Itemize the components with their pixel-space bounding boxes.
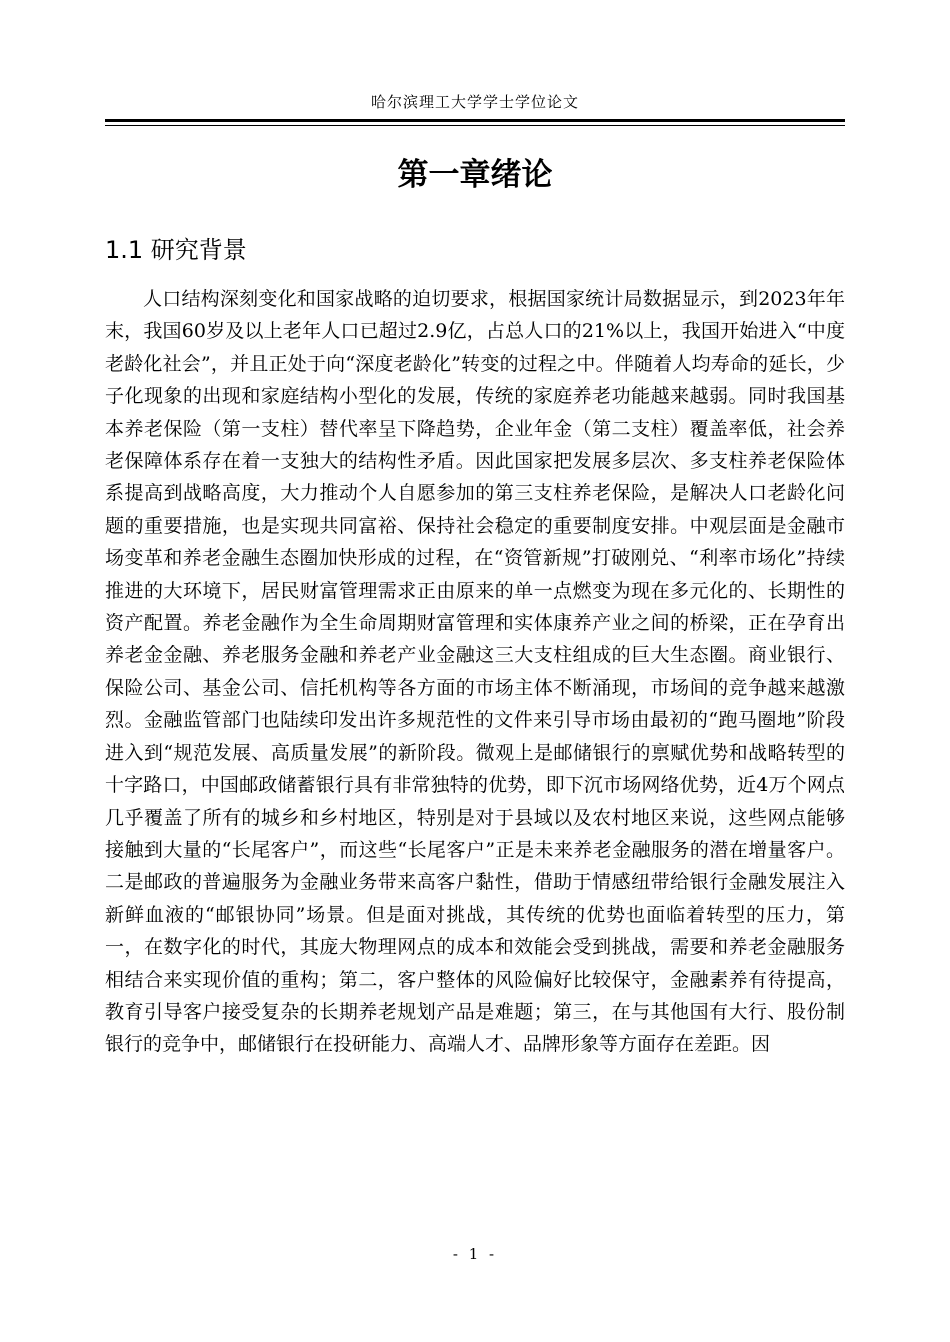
running-header: 哈尔滨理工大学学士学位论文 (370, 93, 579, 111)
header-rule-thin (105, 125, 845, 126)
body-paragraph: 人口结构深刻变化和国家战略的迫切要求，根据国家统计局数据显示，到2023年年末，我国60岁及以上老年人口已超过2.9亿，占总人口的21%以上，我国开始进入“中度老龄化社会”，并且正处于向“深度老龄化”转变的过程之中。伴随着人均寿命的延长，少子化现象的出现和家庭结构小型化的发展，传统的家庭养老功能越来越弱。同时我国基本养老保险（第一支柱）替代率呈下降趋势，企业年金（第二支柱）覆盖率低，社会养老保障体系存在着一支独大的结构性矛盾。因此国家把发展多层次、多支柱养老保险体系提高到战略高度，大力推动个人自愿参加的第三支柱养老保险，是解决人口老龄化问题的重要措施，也是实现共同富裕、保持社会稳定的重要制度安排。中观层面是金融市场变革和养老金融生态圈加快形成的过程，在“资管新规”打破刚兑、“利率市场化”持续推进的大环境下，居民财富管理需求正由原来的单一点燃变为现在多元化的、长期性的资产配置。养老金融作为全生命周期财富管理和实体康养产业之间的桥梁，正在孕育出养老金金融、养老服务金融和养老产业金融这三大支柱组成的巨大生态圈。商业银行、保险公司、基金公司、信托机构等各方面的市场主体不断涌现，市场间的竞争越来越激烈。金融监管部门也陆续印发出许多规范性的文件来引导市场由最初的“跑马圈地”阶段进入到“规范发展、高质量发展”的新阶段。微观上是邮储银行的禀赋优势和战略转型的十字路口，中国邮政储蓄银行具有非常独特的优势，即下沉市场网络优势，近4万个网点几乎覆盖了所有的城乡和乡村地区，特别是对于县域以及农村地区来说，这些网点能够接触到大量的“长尾客户”，而这些“长尾客户”正是未来养老金融服务的潜在增量客户。二是邮政的普遍服务为金融业务带来高客户黏性，借助于情感纽带给银行金融发展注入新鲜血液的“邮银协同”场景。但是面对挑战，其传统的优势也面临着转型的压力，第一，在数字化的时代，其庞大物理网点的成本和效能会受到挑战，需要和养老金融服务相结合来实现价值的重构；第二，客户整体的风险偏好比较保守，金融素养有待提高，教育引导客户接受复杂的长期养老规划产品是难题；第三，在与其他国有大行、股份制银行的竞争中，邮储银行在投研能力、高端人才、品牌形象等方面存在差距。因 (105, 288, 845, 1056)
chapter-title: 第一章绪论 (397, 157, 553, 193)
section-heading: 1.1 研究背景 (105, 236, 247, 264)
page-number: - 1 - (452, 1245, 498, 1263)
header-rule-thick (105, 119, 845, 122)
